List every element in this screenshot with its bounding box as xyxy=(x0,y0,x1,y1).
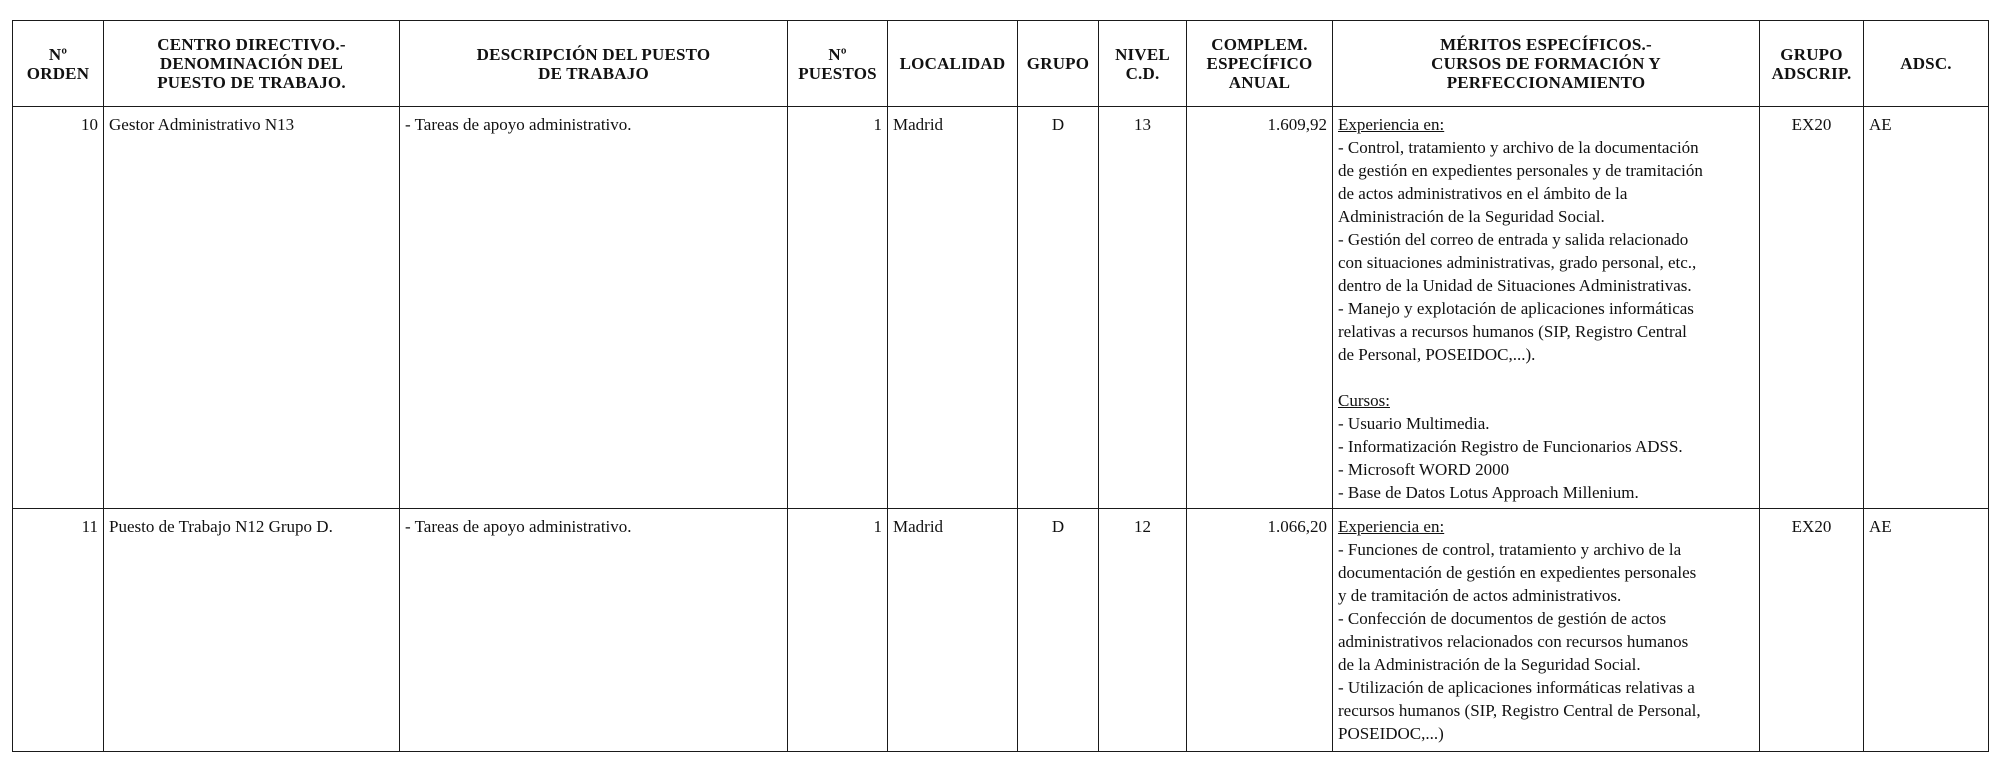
merito-line: y de tramitación de actos administrativos. xyxy=(1338,586,1622,605)
header-descripcion: DESCRIPCIÓN DEL PUESTO DE TRABAJO xyxy=(400,21,788,107)
cell-nivel: 13 xyxy=(1099,107,1187,509)
curso-line: - Usuario Multimedia. xyxy=(1338,414,1490,433)
cell-localidad: Madrid xyxy=(888,509,1018,752)
cell-descripcion: - Tareas de apoyo administrativo. xyxy=(400,509,788,752)
header-row xyxy=(13,21,1989,107)
cell-adsc: AE xyxy=(1864,509,1989,752)
header-grupo: GRUPO xyxy=(1018,21,1099,107)
cell-puestos: 1 xyxy=(788,107,888,509)
header-grupo-adscrip: GRUPO ADSCRIP. xyxy=(1760,21,1864,107)
cell-grupo-adscrip: EX20 xyxy=(1760,107,1864,509)
curso-line: - Microsoft WORD 2000 xyxy=(1338,460,1510,479)
merito-line: - Utilización de aplicaciones informáticas relativas a xyxy=(1338,678,1695,697)
cell-meritos xyxy=(1333,107,1760,509)
merito-line: con situaciones administrativas, grado personal, etc., xyxy=(1338,253,1697,272)
cursos-heading: Cursos: xyxy=(1338,391,1390,410)
merito-line: POSEIDOC,...) xyxy=(1338,724,1444,743)
cell-complemento: 1.066,20 xyxy=(1187,509,1333,752)
cell-localidad: Madrid xyxy=(888,107,1018,509)
merito-line: dentro de la Unidad de Situaciones Administrativas. xyxy=(1338,276,1692,295)
header-localidad: LOCALIDAD xyxy=(888,21,1018,107)
merito-line: documentación de gestión en expedientes personales xyxy=(1338,563,1697,582)
merito-line: recursos humanos (SIP, Registro Central de Personal, xyxy=(1338,701,1701,720)
header-orden: Nº ORDEN xyxy=(13,21,104,107)
merito-line: - Funciones de control, tratamiento y archivo de la xyxy=(1338,540,1682,559)
cell-descripcion: - Tareas de apoyo administrativo. xyxy=(400,107,788,509)
job-positions-table xyxy=(12,20,1989,752)
merito-line: administrativos relacionados con recursos humanos xyxy=(1338,632,1689,651)
merito-line: de gestión en expedientes personales y de tramitación xyxy=(1338,161,1703,180)
header-complemento: COMPLEM. ESPECÍFICO ANUAL xyxy=(1187,21,1333,107)
merito-line: - Gestión del correo de entrada y salida relacionado xyxy=(1338,230,1689,249)
header-meritos: MÉRITOS ESPECÍFICOS.- CURSOS DE FORMACIÓN Y PERFECCIONAMIENTO xyxy=(1333,21,1760,107)
table-row xyxy=(13,509,1989,752)
cell-grupo-adscrip: EX20 xyxy=(1760,509,1864,752)
cell-grupo: D xyxy=(1018,509,1099,752)
cell-grupo: D xyxy=(1018,107,1099,509)
experiencia-heading: Experiencia en: xyxy=(1338,517,1445,536)
cell-orden: 10 xyxy=(13,107,104,509)
header-nivel: NIVEL C.D. xyxy=(1099,21,1187,107)
cell-puestos: 1 xyxy=(788,509,888,752)
merito-line: - Control, tratamiento y archivo de la documentación xyxy=(1338,138,1699,157)
table-row xyxy=(13,107,1989,509)
experiencia-heading: Experiencia en: xyxy=(1338,115,1445,134)
curso-line: - Informatización Registro de Funcionarios ADSS. xyxy=(1338,437,1683,456)
cell-adsc: AE xyxy=(1864,107,1989,509)
header-centro-directivo: CENTRO DIRECTIVO.- DENOMINACIÓN DEL PUESTO DE TRABAJO. xyxy=(104,21,400,107)
cell-orden: 11 xyxy=(13,509,104,752)
cell-centro: Gestor Administrativo N13 xyxy=(104,107,400,509)
curso-line: - Base de Datos Lotus Approach Millenium. xyxy=(1338,483,1639,502)
cell-meritos xyxy=(1333,509,1760,752)
header-puestos: Nº PUESTOS xyxy=(788,21,888,107)
merito-line: de Personal, POSEIDOC,...). xyxy=(1338,345,1536,364)
merito-line: - Confección de documentos de gestión de actos xyxy=(1338,609,1667,628)
cell-nivel: 12 xyxy=(1099,509,1187,752)
cell-centro: Puesto de Trabajo N12 Grupo D. xyxy=(104,509,400,752)
merito-line: relativas a recursos humanos (SIP, Registro Central xyxy=(1338,322,1687,341)
merito-line: de la Administración de la Seguridad Social. xyxy=(1338,655,1641,674)
merito-line: de actos administrativos en el ámbito de la xyxy=(1338,184,1628,203)
merito-line: Administración de la Seguridad Social. xyxy=(1338,207,1605,226)
header-adsc: ADSC. xyxy=(1864,21,1989,107)
merito-line: - Manejo y explotación de aplicaciones informáticas xyxy=(1338,299,1694,318)
cell-complemento: 1.609,92 xyxy=(1187,107,1333,509)
